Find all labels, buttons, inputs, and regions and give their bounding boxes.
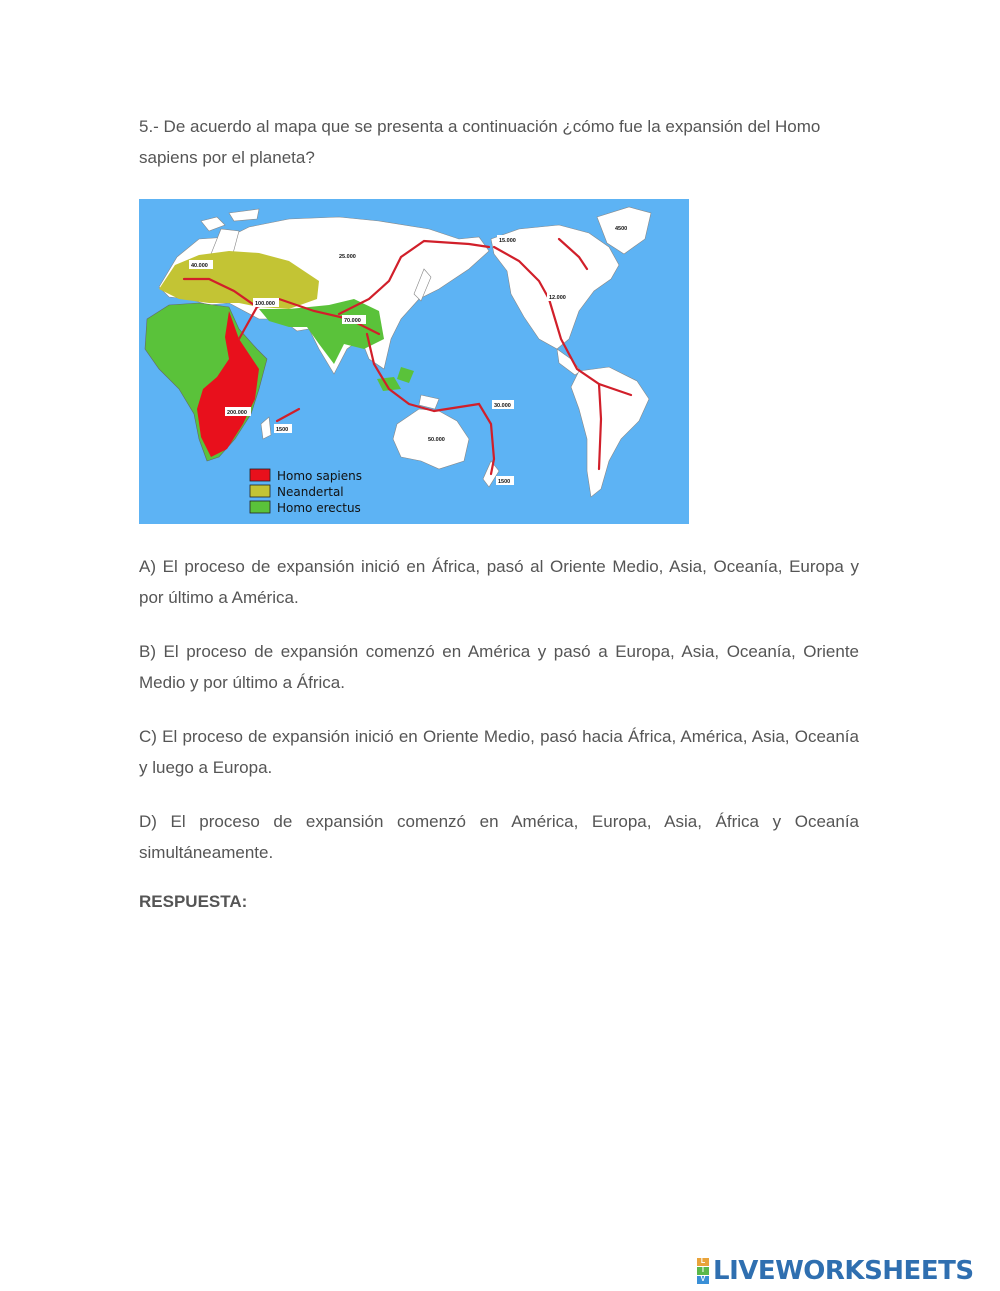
- answer-label: RESPUESTA:: [139, 892, 248, 911]
- logo-cube-icon: [697, 1258, 709, 1284]
- option-b: B) El proceso de expansión comenzó en América y pasó a Europa, Asia, Oceanía, Oriente Medio y por último a África.: [139, 642, 859, 692]
- date-label: 40.000: [191, 263, 208, 269]
- date-label: 30.000: [494, 403, 511, 409]
- liveworksheets-logo: [697, 1254, 974, 1288]
- legend-swatch-sapiens: [250, 469, 270, 481]
- legend-swatch-erectus: [250, 501, 270, 513]
- date-label: 100.000: [255, 301, 275, 307]
- date-label: 1500: [276, 427, 289, 433]
- date-label: 70.000: [344, 318, 361, 324]
- logo-text: LIVEWORKSHEETS: [713, 1256, 974, 1286]
- date-label: 12.000: [549, 295, 566, 301]
- logo-letter: V: [697, 1276, 709, 1284]
- date-label: 1500: [498, 479, 511, 485]
- logo-letter: L: [697, 1258, 709, 1266]
- date-label: 15.000: [499, 238, 516, 244]
- expansion-map: [139, 199, 689, 524]
- date-label: 200.000: [227, 410, 247, 416]
- legend-label-neandertal: Neandertal: [277, 485, 344, 499]
- date-label: 25.000: [339, 254, 356, 260]
- option-a: A) El proceso de expansión inició en África, pasó al Oriente Medio, Asia, Oceanía, Europa y por último a América.: [139, 557, 859, 607]
- option-d: D) El proceso de expansión comenzó en América, Europa, Asia, África y Oceanía simultáneamente.: [139, 812, 859, 862]
- legend-label-sapiens: Homo sapiens: [277, 469, 363, 483]
- legend-label-erectus: Homo erectus: [277, 501, 361, 515]
- option-c: C) El proceso de expansión inició en Oriente Medio, pasó hacia África, América, Asia, Oceanía y luego a Europa.: [139, 727, 859, 777]
- question-text: 5.- De acuerdo al mapa que se presenta a continuación ¿cómo fue la expansión del Homo sapiens por el planeta?: [139, 117, 821, 167]
- logo-letter: I: [697, 1267, 709, 1275]
- date-label: 4500: [615, 226, 628, 232]
- date-label: 50.000: [428, 437, 445, 443]
- world-map-graphic: [139, 199, 689, 524]
- legend-swatch-neandertal: [250, 485, 270, 497]
